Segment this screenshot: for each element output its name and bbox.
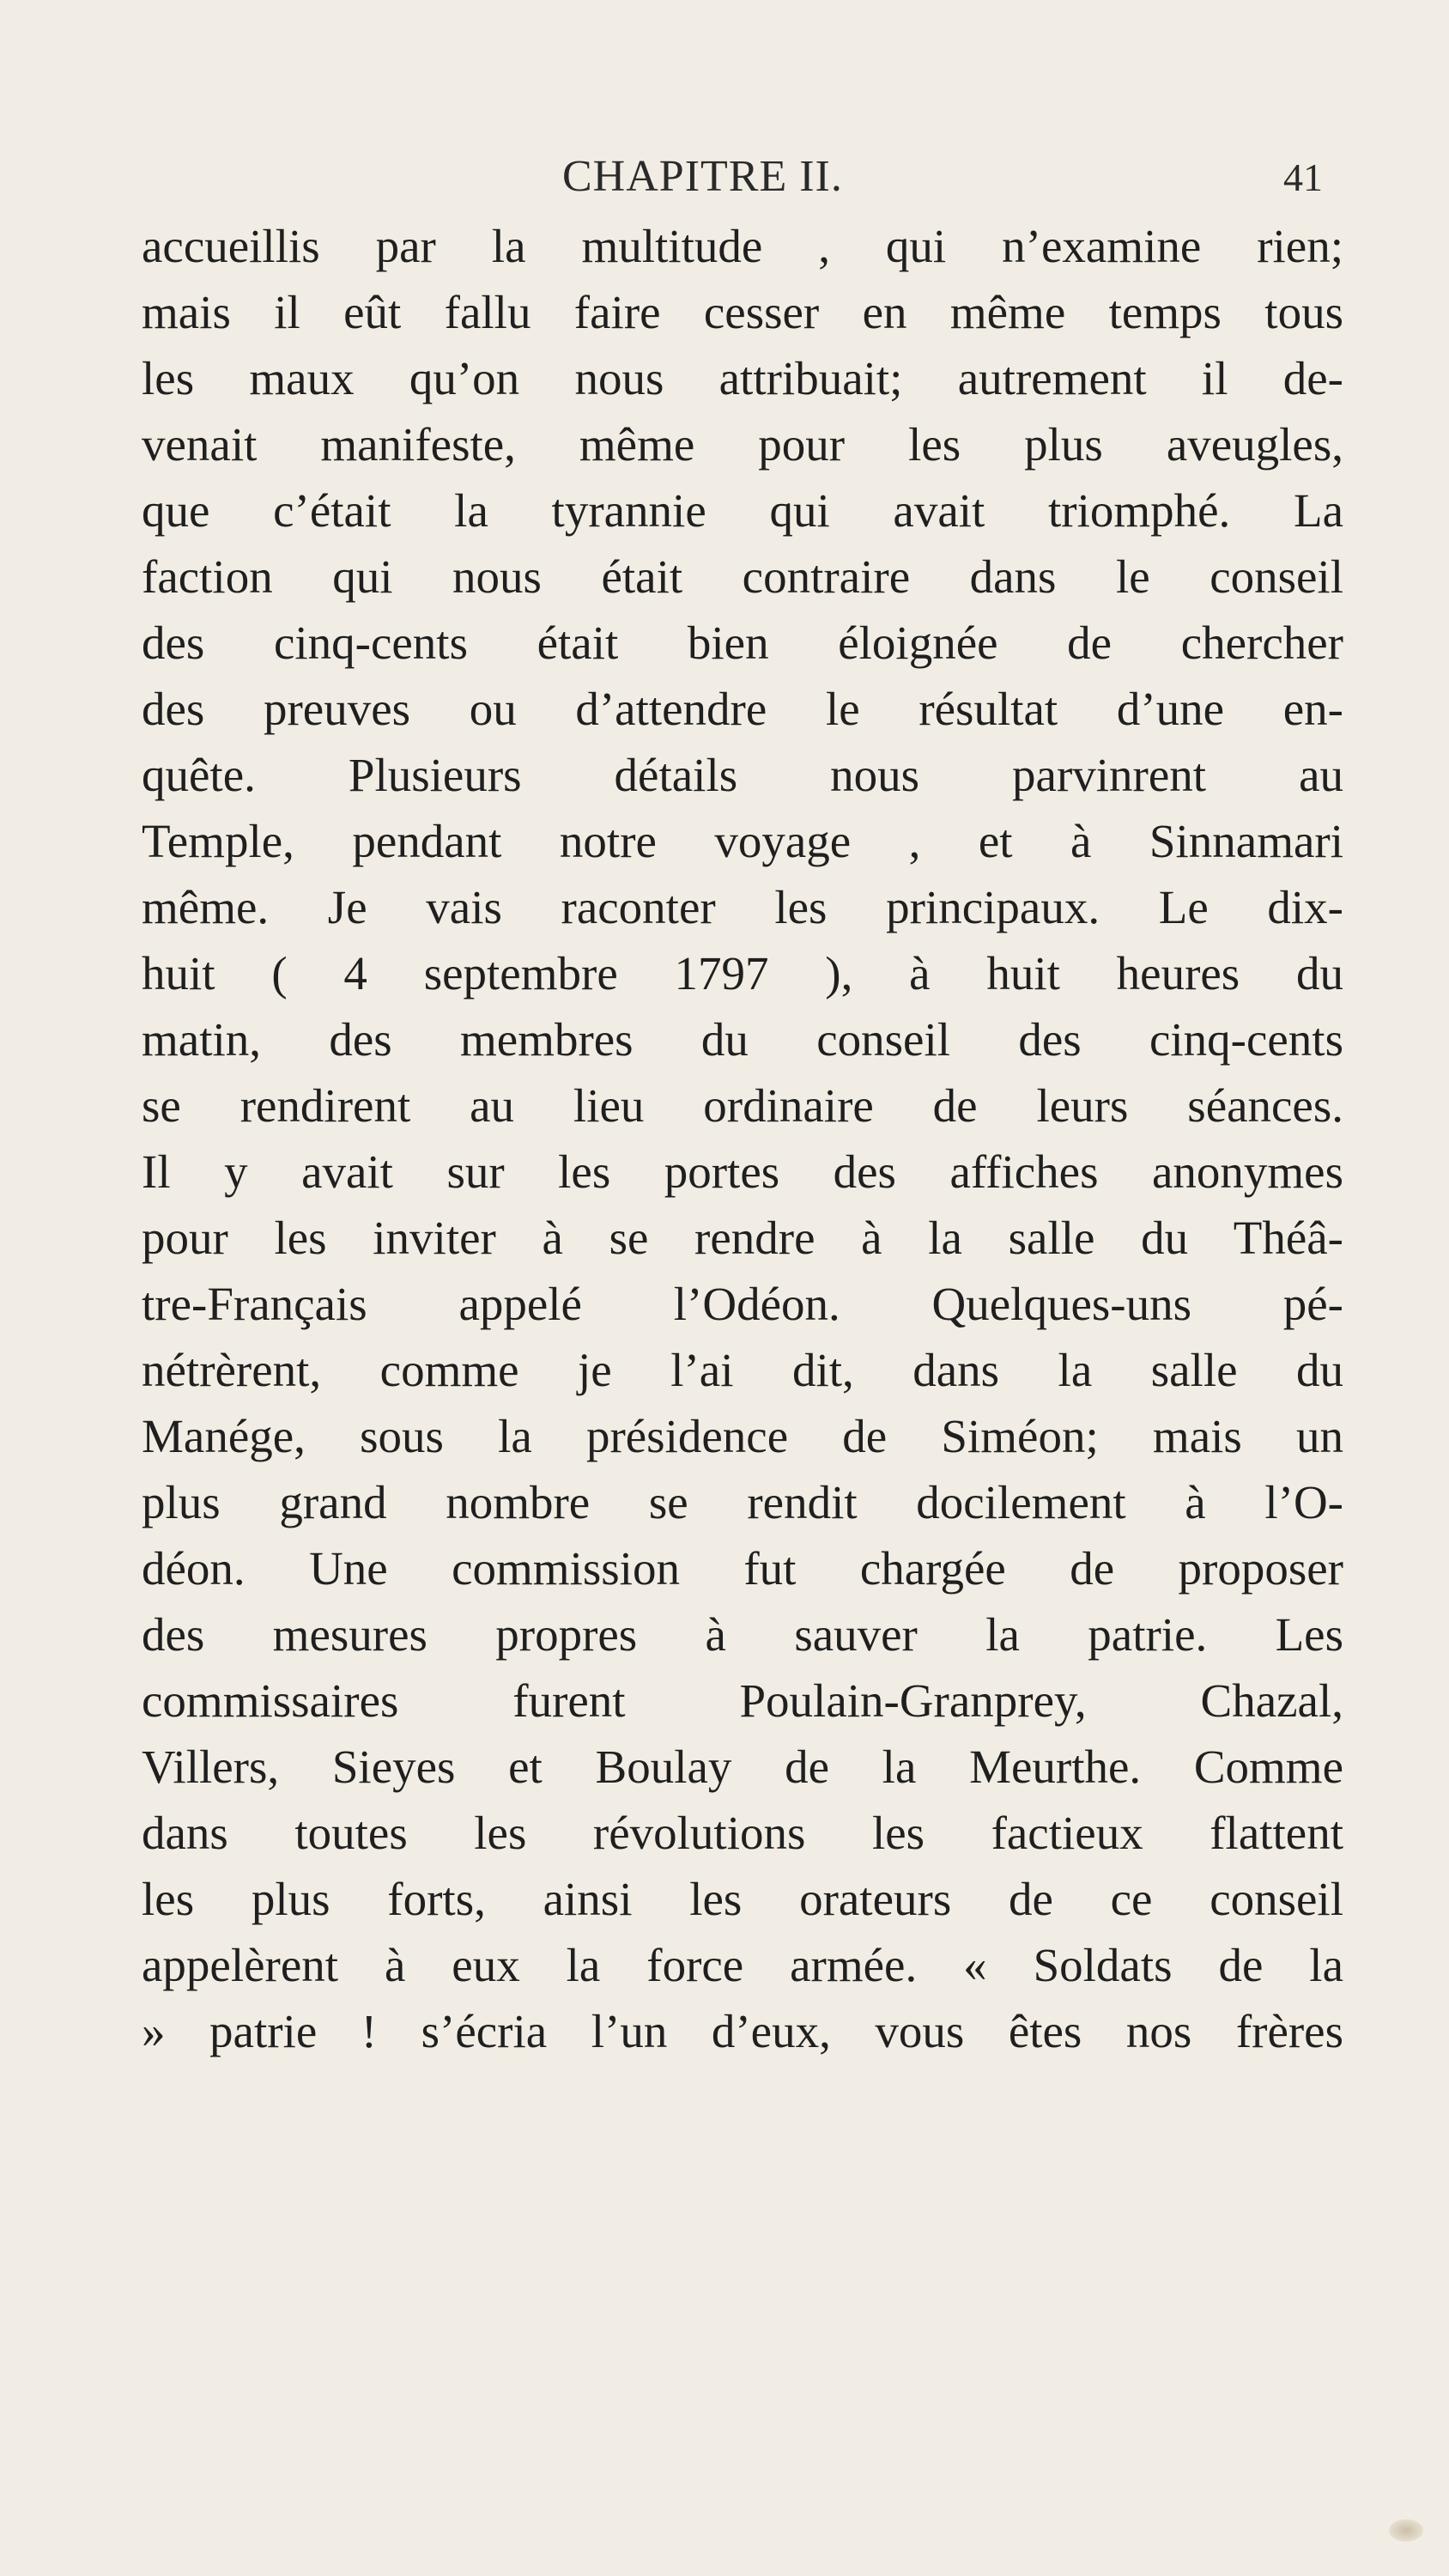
text-line: huit ( 4 septembre 1797 ), à huit heures du (142, 947, 1343, 999)
text-line: accueillis par la multitude , qui n’examine rien; (142, 220, 1343, 272)
text-line: quête. Plusieurs détails nous parvinrent au (142, 749, 1343, 801)
text-line: faction qui nous était contraire dans le conseil (142, 550, 1343, 603)
body-text (142, 213, 1343, 2064)
text-line: matin, des membres du conseil des cinq-cents (142, 1013, 1343, 1066)
text-line: Manége, sous la présidence de Siméon; mais un (142, 1410, 1343, 1462)
text-line: Temple, pendant notre voyage , et à Sinnamari (142, 815, 1343, 867)
page-number: 41 (1283, 155, 1323, 199)
text-line: mais il eût fallu faire cesser en même temps tous (142, 286, 1343, 338)
text-line: pour les inviter à se rendre à la salle du Théâ- (142, 1212, 1343, 1264)
text-line: tre-Français appelé l’Odéon. Quelques-uns pé- (142, 1278, 1343, 1330)
text-line: les plus forts, ainsi les orateurs de ce conseil (142, 1873, 1343, 1925)
text-line: que c’était la tyrannie qui avait triomphé. La (142, 484, 1343, 537)
text-line: les maux qu’on nous attribuait; autrement il de- (142, 352, 1343, 404)
text-line: Il y avait sur les portes des affiches anonymes (142, 1145, 1343, 1198)
text-line: Villers, Sieyes et Boulay de la Meurthe. Comme (142, 1741, 1343, 1793)
text-line: » patrie ! s’écria l’un d’eux, vous êtes nos frères (142, 2005, 1343, 2057)
text-line: commissaires furent Poulain-Granprey, Chazal, (142, 1674, 1343, 1727)
text-line: appelèrent à eux la force armée. « Soldats de la (142, 1939, 1343, 1991)
text-line: plus grand nombre se rendit docilement à l’O- (142, 1476, 1343, 1528)
text-line: dans toutes les révolutions les factieux flattent (142, 1807, 1343, 1859)
paper-stain (1389, 2519, 1423, 2542)
running-head (142, 151, 1412, 211)
chapter-title: CHAPITRE II. (562, 152, 843, 201)
text-line: des preuves ou d’attendre le résultat d’une en- (142, 683, 1343, 735)
text-line: déon. Une commission fut chargée de proposer (142, 1542, 1343, 1595)
text-line: des cinq-cents était bien éloignée de chercher (142, 617, 1343, 669)
text-line: nétrèrent, comme je l’ai dit, dans la salle du (142, 1344, 1343, 1396)
text-line: se rendirent au lieu ordinaire de leurs séances. (142, 1079, 1343, 1132)
text-line: même. Je vais raconter les principaux. Le dix- (142, 881, 1343, 933)
text-line: des mesures propres à sauver la patrie. Les (142, 1608, 1343, 1661)
text-line: venait manifeste, même pour les plus aveugles, (142, 418, 1343, 471)
